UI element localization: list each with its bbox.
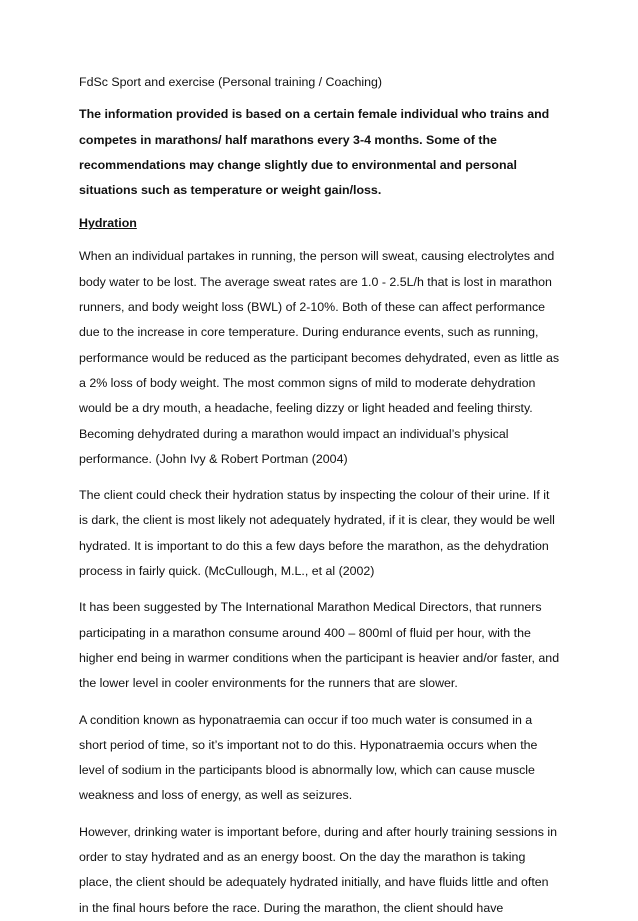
- body-paragraph: A condition known as hyponatraemia can occur if too much water is consumed in a short period of time, so it’s important not to do this. Hyponatraemia occurs when the level of sodium in the participants blood is abnormally low, which can cause muscle weakness and loss of energy, as well as seizures.: [79, 712, 538, 803]
- body-paragraph: When an individual partakes in running, the person will sweat, causing electrolytes and body water to be lost. The average sweat rates are 1.0 - 2.5L/h that is lost in marathon runners, and body weight loss (BWL) of 2-10%. Both of these can affect performance due to the increase in core temperature. During endurance events, such as running, performance would be reduced as the participant becomes dehydrated, even as little as a 2% loss of body weight. The most common signs of mild to moderate dehydration would be a dry mouth, a headache, feeling dizzy or light headed and feeling thirsty. Becoming dehydrated during a marathon would impact an individual’s physical performance. (John Ivy & Robert Portman (2004): [79, 249, 560, 466]
- section-heading-hydration: Hydration: [79, 216, 137, 231]
- body-paragraph: The client could check their hydration status by inspecting the colour of their urine. If it is dark, the client is most likely not adequately hydrated, if it is clear, they would be well hydrated. It is important to do this a few days before the marathon, as the dehydration process in fairly quick. (McCullough, M.L., et al (2002): [79, 488, 555, 579]
- body-paragraph: It has been suggested by The International Marathon Medical Directors, that runners participating in a marathon consume around 400 – 800ml of fluid per hour, with the higher end being in warmer conditions when the participant is heavier and/or faster, and the lower level in cooler environments for the runners that are slower.: [79, 600, 560, 691]
- document-subtitle: FdSc Sport and exercise (Personal training / Coaching): [79, 75, 383, 89]
- intro-paragraph: The information provided is based on a certain female individual who trains and competes in marathons/ half marathons every 3-4 months. Some of the recommendations may change slightly due to environmental and personal situations such as temperature or weight gain/loss.: [79, 107, 550, 198]
- body-paragraph: However, drinking water is important before, during and after hourly training sessions in order to stay hydrated and as an energy boost. On the day the marathon is taking place, the client should be adequately hydrated initially, and have fluids little and often in the final hours before the race. During the marathon, the client should have: [79, 824, 557, 915]
